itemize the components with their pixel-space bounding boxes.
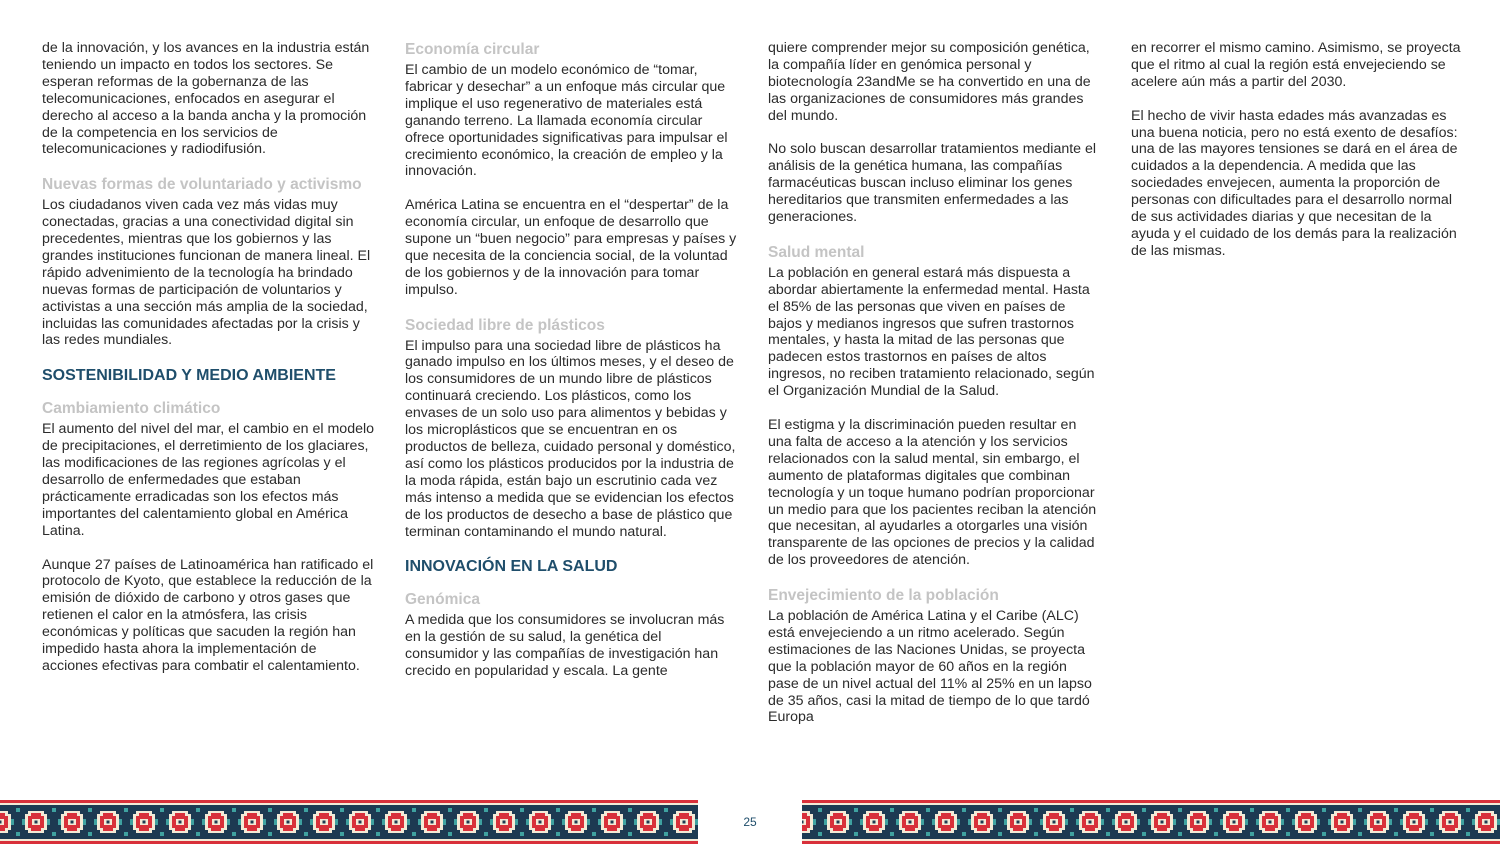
subsection-heading: Nuevas formas de voluntariado y activismo <box>42 176 362 194</box>
subsection-heading: Economía circular <box>405 41 540 58</box>
section-heading: INNOVACIÓN EN LA SALUD <box>405 558 618 576</box>
paragraph: Aunque 27 países de Latinoamérica han ratificado el protocolo de Kyoto, que establece la reducción de la emisión de dióxido de carbono y otros gases que retienen el calor en la atmósfera, las crisis económicas y políticas que sacuden la región han impedido hasta ahora la implementación de acciones efectivas para combatir el calentamiento. <box>42 556 374 674</box>
paragraph: en recorrer el mismo camino. Asimismo, se proyecta que el ritmo al cual la región está envejeciendo se acelere aún más a partir del 2030. <box>1131 40 1461 90</box>
text-column-3 <box>768 40 1100 743</box>
paragraph: A medida que los consumidores se involucran más en la gestión de su salud, la genética del consumidor y las compañías de investigación han crecido en popularidad y escala. La gente <box>405 612 725 680</box>
paragraph: El aumento del nivel del mar, el cambio en el modelo de precipitaciones, el derretimiento de los glaciares, las modificaciones de las regiones agrícolas y el desarrollo de enfermedades que estaban prácticamente erradicadas son los efectos más importantes del calentamiento global en América Latina. <box>42 421 375 539</box>
paragraph: El impulso para una sociedad libre de plásticos ha ganado impulso en los últimos meses, y el deseo de los consumidores de un mundo libre de plásticos continuará creciendo. Los plásticos, como los envases de un solo uso para alimentos y bebidas y los microplásticos que se encuentran en os productos de belleza, cuidado personal y doméstico, así como los plásticos producidos por la industria de la moda rápida, están bajo un escrutinio cada vez más intenso a medida que se evidencian los efectos de los productos de desecho a base de plástico que terminan contaminando el mundo natural. <box>405 337 736 540</box>
section-heading: SOSTENIBILIDAD Y MEDIO AMBIENTE <box>42 367 336 385</box>
paragraph: quiere comprender mejor su composición genética, la compañía líder en genómica personal y biotecnología 23andMe se ha convertido en una de las organizaciones de consumidores más grandes del mundo. <box>768 40 1091 124</box>
text-column-4 <box>1131 40 1463 277</box>
paragraph: Los ciudadanos viven cada vez más vidas muy conectadas, gracias a una conectividad digital sin precedentes, mientras que los gobiernos y las grandes instituciones funcionan de manera lineal. El rápido advenimiento de la tecnología ha brindado nuevas formas de participación de voluntarios y activistas a una sección más amplia de la sociedad, incluidas las comunidades afectadas por la crisis y las redes mundiales. <box>42 197 371 349</box>
paragraph: América Latina se encuentra en el “despertar” de la economía circular, un enfoque de desarrollo que supone un “buen negocio” para empresas y países y que necesita de la conciencia social, de la voluntad de los gobiernos y de la innovación para tomar impulso. <box>405 197 737 298</box>
text-column-1 <box>42 40 374 692</box>
paragraph: No solo buscan desarrollar tratamientos mediante el análisis de la genética humana, las compañías farmacéuticas buscan incluso eliminar los genes hereditarios que transmiten enfermedades a las generaciones. <box>768 141 1097 226</box>
paragraph: El cambio de un modelo económico de “tomar, fabricar y desechar” a un enfoque más circular que implique el uso regenerativo de materiales está ganando terreno. La llamada economía circular ofrece oportunidades significativas para impulsar el crecimiento económico, la creación de empleo y la innovación. <box>405 62 728 180</box>
subsection-heading: Sociedad libre de plásticos <box>405 316 605 334</box>
subsection-heading: Genómica <box>405 591 480 609</box>
subsection-heading: Envejecimiento de la población <box>768 587 999 605</box>
decorative-pattern-band-left <box>0 800 698 844</box>
paragraph: El estigma y la discriminación pueden resultar en una falta de acceso a la atención y los servicios relacionados con la salud mental, sin embargo, el aumento de plataformas digitales que combinan tecnología y un toque humano podrían proporcionar un medio para que los pacientes reciban la atención que necesitan, al ayudarles a otorgarles una visión transparente de las opciones de precios y la calidad de los proveedores de atención. <box>768 416 1097 569</box>
paragraph: de la innovación, y los avances en la industria están teniendo un impacto en todos los sectores. Se esperan reformas de la gobernanza de las telecomunicaciones, enfocados en asegurar el derecho al acceso a la banda ancha y la promoción de la competencia en los servicios de telecomunicaciones y radiodifusión. <box>42 40 370 158</box>
paragraph: El hecho de vivir hasta edades más avanzadas es una buena noticia, pero no está exento de desafíos: una de las mayores tensiones se dará en el área de cuidados a la dependencia. A medida que las sociedades envejecen, aumenta la proporción de personas con dificultades para el desarrollo normal de sus actividades diarias y que necesitan de la ayuda y el cuidado de los demás para la realización de las mismas. <box>1131 107 1458 259</box>
subsection-heading: Cambiamiento climático <box>42 400 221 418</box>
woven-pattern-graphic <box>0 800 698 844</box>
page-number: 25 <box>743 815 757 829</box>
subsection-heading: Salud mental <box>768 243 865 261</box>
paragraph: La población de América Latina y el Caribe (ALC) está envejeciendo a un ritmo acelerado. Según estimaciones de las Naciones Unidas, se proyecta que la población mayor de 60 años en la región pase de un nivel actual del 11% al 25% en un lapso de 35 años, casi la mitad de tiempo de lo que tardó Europa <box>768 608 1092 726</box>
text-column-2 <box>405 40 737 697</box>
decorative-pattern-band-right <box>802 800 1500 844</box>
paragraph: La población en general estará más dispuesta a abordar abiertamente la enfermedad mental. Hasta el 85% de las personas que viven en países de bajos y medianos ingresos que sufren trastornos mentales, y hasta la mitad de las personas que padecen estos trastornos en países de altos ingresos, no reciben tratamiento relacionado, según el Organización Mundial de la Salud. <box>768 264 1095 400</box>
woven-pattern-graphic <box>802 800 1500 844</box>
